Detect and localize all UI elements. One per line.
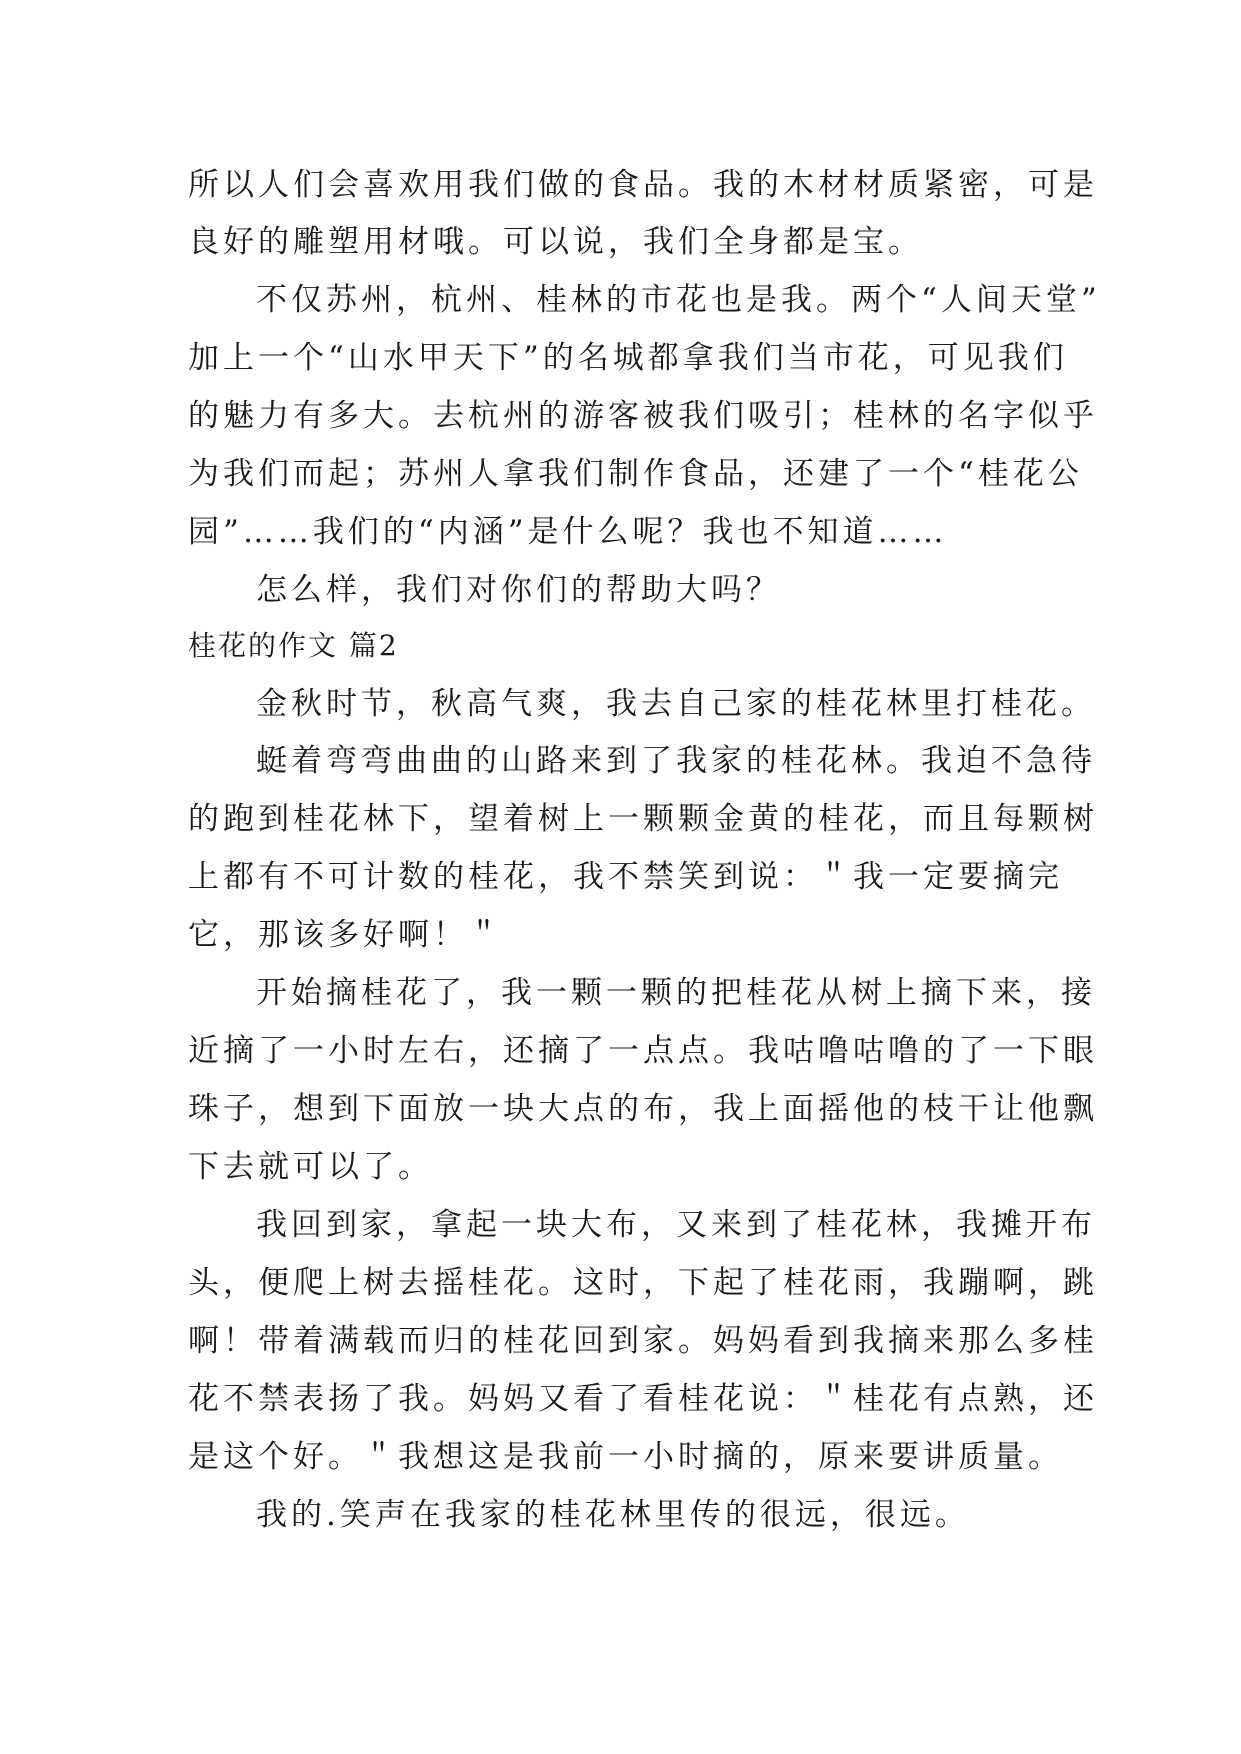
text-line: 所以人们会喜欢用我们做的食品。我的木材材质紧密，可是 xyxy=(188,167,1098,203)
text-line: 上都有不可计数的桂花，我不禁笑到说：＂我一定要摘完 xyxy=(188,859,1063,895)
text-line: 它，那该多好啊！＂ xyxy=(188,917,503,953)
text-line: 园”……我们的“内涵”是什么呢？我也不知道…… xyxy=(188,514,948,550)
text-line: 是这个好。＂我想这是我前一小时摘的，原来要讲质量。 xyxy=(188,1439,1063,1475)
paragraph-first-line: 金秋时节，秋高气爽，我去自己家的桂花林里打桂花。 xyxy=(256,686,1096,722)
text-line: 啊！带着满载而归的桂花回到家。妈妈看到我摘来那么多桂 xyxy=(188,1323,1098,1359)
text-line: 良好的雕塑用材哦。可以说，我们全身都是宝。 xyxy=(188,224,923,260)
text-line: 花不禁表扬了我。妈妈又看了看桂花说：＂桂花有点熟，还 xyxy=(188,1381,1098,1417)
text-line: 近摘了一小时左右，还摘了一点点。我咕噜咕噜的了一下眼 xyxy=(188,1033,1098,1069)
paragraph-first-line: 我回到家，拿起一块大布，又来到了桂花林，我摊开布 xyxy=(256,1207,1096,1243)
text-line: 加上一个“山水甲天下”的名城都拿我们当市花，可见我们 xyxy=(188,340,1068,376)
text-line: 的跑到桂花林下，望着树上一颗颗金黄的桂花，而且每颗树 xyxy=(188,801,1098,837)
paragraph-first-line: 我的.笑声在我家的桂花林里传的很远，很远。 xyxy=(256,1497,970,1533)
text-line: 珠子，想到下面放一块大点的布，我上面摇他的枝干让他飘 xyxy=(188,1091,1098,1127)
text-line: 为我们而起；苏州人拿我们制作食品，还建了一个“桂花公 xyxy=(188,456,1083,492)
paragraph-first-line: 怎么样，我们对你们的帮助大吗？ xyxy=(256,572,781,608)
text-line: 下去就可以了。 xyxy=(188,1149,433,1185)
paragraph-first-line: 开始摘桂花了，我一颗一颗的把桂花从树上摘下来，接 xyxy=(256,975,1096,1011)
paragraph-first-line: 不仅苏州，杭州、桂林的市花也是我。两个“人间天堂” xyxy=(256,282,1101,318)
section-heading: 桂花的作文 篇2 xyxy=(188,629,399,662)
text-line: 头，便爬上树去摇桂花。这时，下起了桂花雨，我蹦啊，跳 xyxy=(188,1265,1098,1301)
text-line: 的魅力有多大。去杭州的游客被我们吸引；桂林的名字似乎 xyxy=(188,398,1098,434)
paragraph-first-line: 蜓着弯弯曲曲的山路来到了我家的桂花林。我迫不急待 xyxy=(256,743,1096,779)
